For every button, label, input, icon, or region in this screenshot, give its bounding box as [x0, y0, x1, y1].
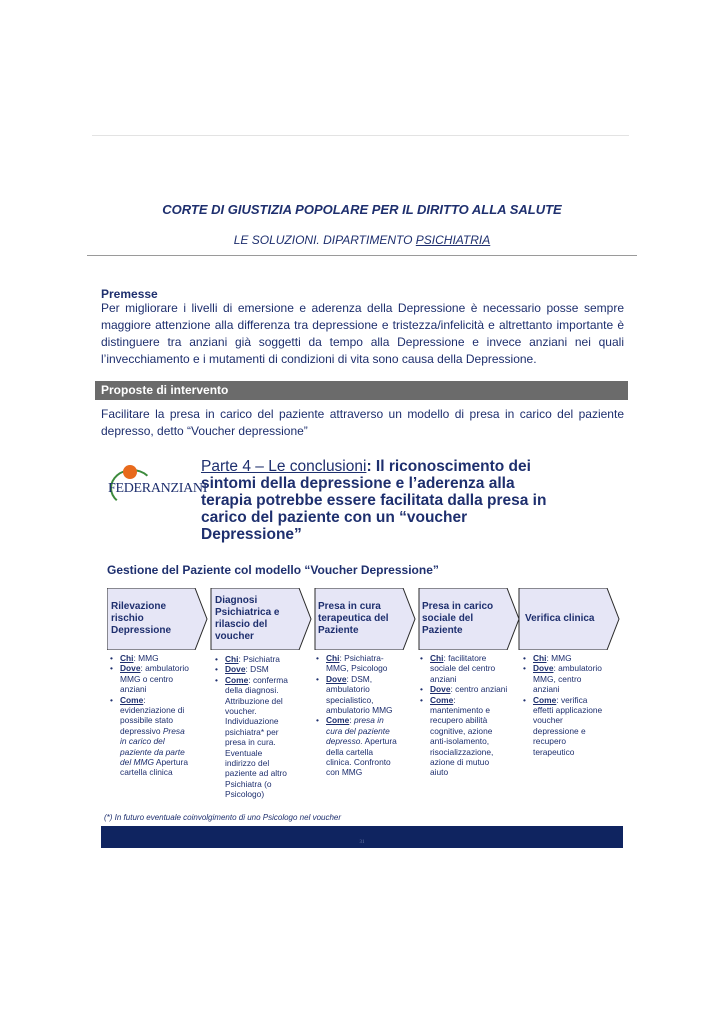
step-details-3 [316, 653, 400, 778]
detail-come: • Come: evidenziazione di possibile stato depressivo Presa in carico del paziente da parte del MMG Apertura cartella clinica [110, 695, 192, 778]
dove-key: Dove [430, 684, 451, 695]
page-number: 31 [359, 840, 365, 845]
chi-key: Chi [430, 653, 444, 663]
detail-dove: • Dove: centro anziani [420, 684, 508, 694]
premesse-heading: Premesse [101, 287, 158, 301]
detail-dove: • Dove: DSM, ambulatorio specialistico, ambulatorio MMG [316, 674, 400, 716]
step-label-1: Rilevazione rischio Depressione [111, 601, 172, 636]
top-divider [92, 135, 629, 136]
come-value: verifica effetti applicazione voucher depressione e recupero terapeutico [533, 694, 603, 757]
detail-chi: • Chi: Psichiatra [215, 654, 295, 664]
subtitle-prefix: LE SOLUZIONI. DIPARTIMENTO [233, 233, 416, 247]
step-label-5: Verifica clinica [525, 613, 595, 624]
step-label-3: Presa in cura terapeutica del Paziente [318, 601, 389, 636]
logo-wordmark: FEDERANZIANI [108, 481, 208, 496]
come-italic: Presa in carico del paziente da parte del MMG [120, 725, 185, 768]
chi-value: MMG [138, 653, 159, 663]
process-flow [107, 588, 627, 650]
detail-come: • Come: mantenimento e recupero abilità cognitive, azione anti-isolamento, risocializzazione, azione di mutuo aiuto [420, 695, 508, 778]
page-title: CORTE DI GIUSTIZIA POPOLARE PER IL DIRITTO ALLA SALUTE [162, 202, 562, 217]
come-key: Come [430, 694, 454, 705]
step-details-5 [523, 653, 607, 757]
federanziani-logo [108, 465, 208, 505]
detail-dove: • Dove: DSM [215, 664, 295, 674]
step-label-4: Presa in carico sociale del Paziente [422, 601, 494, 636]
come-key: Come [225, 674, 249, 685]
come-after: Apertura cartella clinica [120, 757, 188, 778]
conclusion-lead: Parte 4 – Le conclusioni [201, 458, 367, 475]
detail-dove: • Dove: ambulatorio MMG, centro anziani [523, 663, 607, 694]
detail-chi: • Chi: facilitatore sociale del centro anziani [420, 653, 508, 684]
come-after: Apertura della cartella clinica. Confronto con MMG [326, 736, 397, 778]
step-details-2 [215, 654, 295, 800]
come-key: Come [120, 694, 144, 705]
come-value: conferma della diagnosi. Attribuzione del voucher. Individuazione psichiatra* per presa in cura. Eventuale indirizzo del paziente ad altro Psichiatra (o Psicologo) [225, 674, 288, 800]
logo-sun-icon [123, 465, 137, 479]
detail-come: • Come: conferma della diagnosi. Attribuzione del voucher. Individuazione psichiatra* per presa in cura. Eventuale indirizzo del paziente ad altro Psichiatra (o Psicologo) [215, 675, 295, 800]
detail-come: • Come: verifica effetti applicazione voucher depressione e recupero terapeutico [523, 695, 607, 757]
footnote: (*) In futuro eventuale coinvolgimento di uno Psicologo nel voucher [104, 813, 342, 822]
come-italic: presa in cura del paziente depresso. [326, 715, 390, 747]
chi-key: Chi [120, 653, 134, 663]
premesse-body: Per migliorare i livelli di emersione e aderenza della Depressione è necessario posse sempre maggiore attenzione alla differenza tra depressione e tristezza/infelicità e altrettanto importante è distinguere tra anziani già soggetti da tempo alla Depressione e invece anziani nei quali l’invecchiamento e i mutamenti di condizioni di vita sono causa della Depressione. [101, 301, 624, 366]
step-label-2: Diagnosi Psichiatrica e rilascio del voucher [215, 595, 280, 642]
chi-value: Psichiatra [243, 654, 280, 664]
subtitle-department: PSICHIATRIA [415, 233, 491, 247]
proposte-section-bar: Proposte di intervento [95, 381, 628, 400]
dove-value: DSM, ambulatorio specialistico, ambulatorio MMG [326, 673, 393, 716]
footer-bar [101, 826, 623, 848]
chi-value: facilitatore sociale del centro anziani [430, 653, 496, 684]
conclusion-text: : Il riconoscimento dei sintomi della depressione e l’aderenza alla terapia potrebbe essere facilitata dalla presa in carico del paziente con un “voucher Depressione” [201, 458, 547, 543]
chi-key: Chi [326, 653, 340, 663]
chi-key: Chi [225, 654, 239, 664]
come-key: Come [326, 715, 350, 726]
detail-dove: • Dove: ambulatorio MMG o centro anziani [110, 663, 192, 694]
dove-key: Dove [120, 663, 141, 674]
dove-value: centro anziani [455, 684, 508, 695]
step-details-4 [420, 653, 508, 778]
chi-value: Psichiatra- MMG, Psicologo [326, 653, 388, 674]
detail-chi: • Chi: MMG [110, 653, 192, 663]
come-value: evidenziazione di possibile stato depressivo [120, 705, 185, 736]
proposte-intro: Facilitare la presa in carico del paziente attraverso un modello di presa in carico del paziente depresso, detto “Voucher depressione” [101, 407, 624, 438]
chi-key: Chi [533, 653, 547, 663]
detail-come: • Come: presa in cura del paziente depresso. Apertura della cartella clinica. Confronto con MMG [316, 715, 400, 777]
detail-chi: • Chi: Psichiatra- MMG, Psicologo [316, 653, 400, 674]
dove-value: ambulatorio MMG o centro anziani [120, 663, 189, 695]
dove-key: Dove [533, 663, 554, 674]
come-value: mantenimento e recupero abilità cognitive, azione anti-isolamento, risocializzazione, azione di mutuo aiuto [430, 705, 494, 778]
gestione-title: Gestione del Paziente col modello “Voucher Depressione” [107, 563, 439, 577]
dove-key: Dove [326, 673, 347, 684]
page-subtitle [0, 233, 724, 247]
dove-value: ambulatorio MMG, centro anziani [533, 663, 602, 695]
conclusion-statement [201, 458, 561, 543]
dove-value: DSM [250, 664, 269, 675]
dove-key: Dove [225, 664, 246, 675]
detail-chi: • Chi: MMG [523, 653, 607, 663]
come-key: Come [533, 694, 557, 705]
step-details-1 [110, 653, 192, 778]
header-divider [87, 255, 637, 256]
chi-value: MMG [551, 653, 572, 663]
